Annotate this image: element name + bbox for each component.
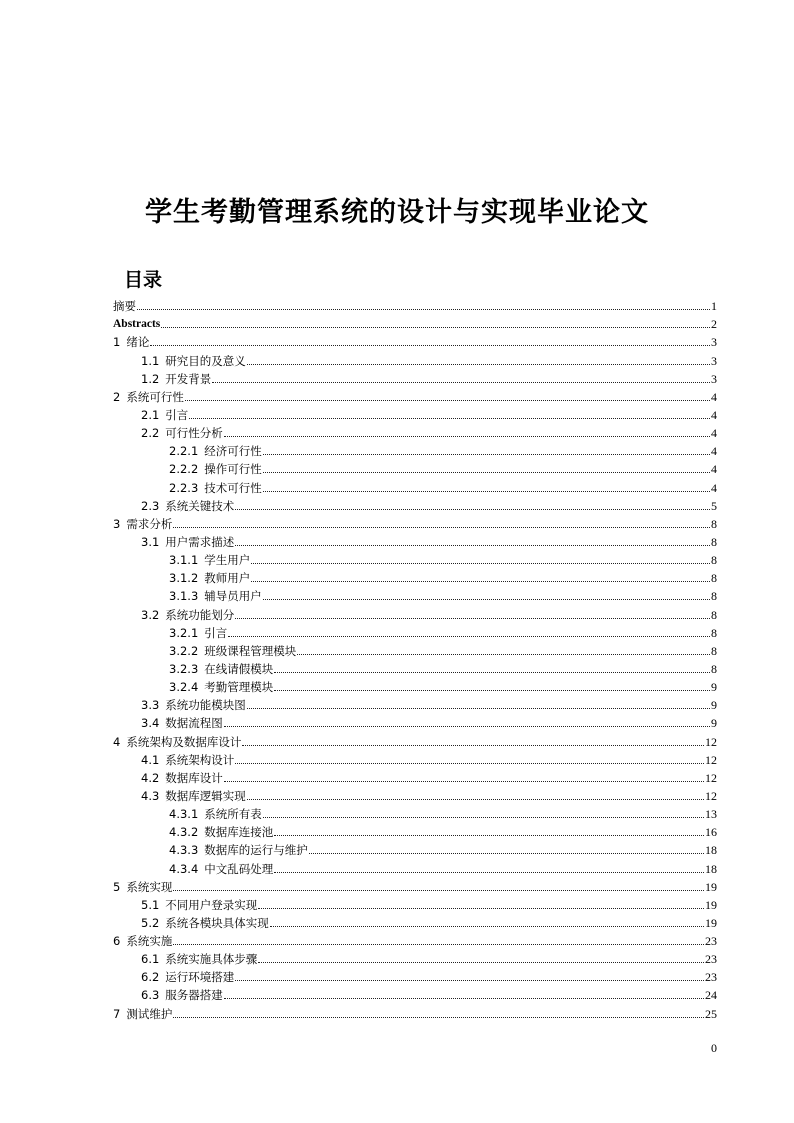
toc-entry-number: 4.3.3: [169, 843, 199, 858]
toc-entry-page: 8: [711, 607, 717, 622]
toc-entry-page: 4: [711, 462, 717, 477]
toc-entry-page: 8: [711, 625, 717, 640]
toc-entry[interactable]: [113, 948, 717, 966]
toc-dot-leader: [274, 690, 710, 691]
toc-entry[interactable]: [113, 476, 717, 494]
toc-entry-title: 系统实现: [126, 879, 173, 894]
toc-entry-number: 2.1: [141, 407, 160, 422]
toc-entry-number: 7: [113, 1006, 121, 1021]
toc-entry-page: 8: [711, 534, 717, 549]
toc-dot-leader: [150, 345, 710, 346]
toc-dot-leader: [235, 545, 710, 546]
toc-dot-leader: [235, 763, 704, 764]
toc-dot-leader: [297, 654, 710, 655]
toc-dot-leader: [309, 853, 704, 854]
toc-entry-page: 9: [711, 698, 717, 713]
toc-entry[interactable]: [113, 767, 717, 785]
toc-entry-number: 2.2.1: [169, 444, 199, 459]
toc-entry[interactable]: [113, 785, 717, 803]
toc-entry-title: 用户需求描述: [165, 534, 235, 549]
toc-dot-leader: [258, 908, 704, 909]
toc-entry-title: 班级课程管理模块: [204, 643, 297, 658]
toc-entry-page: 4: [711, 480, 717, 495]
toc-entry-page: 8: [711, 589, 717, 604]
toc-entry-title: 中文乱码处理: [204, 861, 274, 876]
toc-entry-page: 12: [705, 770, 717, 785]
toc-entry-title: 测试维护: [126, 1006, 173, 1021]
toc-entry[interactable]: [113, 984, 717, 1002]
toc-entry-title: 数据库连接池: [204, 825, 274, 840]
toc-heading: 目录: [124, 269, 163, 291]
toc-entry[interactable]: [113, 603, 717, 621]
toc-entry-number: 2.3: [141, 498, 160, 513]
toc-dot-leader: [235, 509, 710, 510]
toc-dot-leader: [228, 636, 710, 637]
toc-entry-number: 3.1.2: [169, 571, 199, 586]
toc-entry[interactable]: [113, 1002, 717, 1020]
toc-entry[interactable]: [113, 549, 717, 567]
toc-entry-number: 2.2.3: [169, 480, 199, 495]
toc-entry[interactable]: [113, 749, 717, 767]
toc-entry-title: 绪论: [126, 335, 150, 350]
toc-entry-title: 教师用户: [204, 571, 251, 586]
toc-entry-number: 6.3: [141, 988, 160, 1003]
toc-entry-page: 12: [705, 752, 717, 767]
toc-entry[interactable]: [113, 676, 717, 694]
toc-entry[interactable]: [113, 313, 717, 331]
toc-entry-page: 8: [711, 571, 717, 586]
toc-entry-title: 需求分析: [126, 516, 173, 531]
toc-entry-page: 3: [711, 371, 717, 386]
toc-entry-title: 学生用户: [204, 553, 251, 568]
toc-entry[interactable]: [113, 404, 717, 422]
toc-entry[interactable]: [113, 694, 717, 712]
toc-entry-title: 数据流程图: [165, 716, 223, 731]
toc-entry-page: 4: [711, 426, 717, 441]
toc-entry-number: 1.2: [141, 371, 160, 386]
toc-entry-page: 12: [705, 734, 717, 749]
toc-entry-title: 操作可行性: [204, 462, 262, 477]
toc-dot-leader: [251, 581, 710, 582]
toc-dot-leader: [274, 872, 704, 873]
toc-entry[interactable]: [113, 495, 717, 513]
toc-entry-number: 3.1: [141, 534, 160, 549]
toc-entry-page: 8: [711, 643, 717, 658]
toc-entry-page: 9: [711, 680, 717, 695]
toc-entry[interactable]: [113, 712, 717, 730]
toc-entry-number: 5.2: [141, 915, 160, 930]
toc-dot-leader: [242, 745, 704, 746]
toc-entry-title: 考勤管理模块: [204, 680, 274, 695]
toc-entry[interactable]: [113, 658, 717, 676]
toc-entry-title: 研究目的及意义: [165, 353, 246, 368]
toc-entry-number: 1.1: [141, 353, 160, 368]
toc-entry[interactable]: [113, 531, 717, 549]
toc-dot-leader: [173, 527, 710, 528]
toc-dot-leader: [247, 799, 704, 800]
toc-dot-leader: [274, 672, 710, 673]
toc-entry-title: 系统功能模块图: [165, 698, 246, 713]
toc-entry-number: 3.1.3: [169, 589, 199, 604]
toc-dot-leader: [224, 726, 710, 727]
toc-entry-page: 3: [711, 353, 717, 368]
toc-entry-title: 运行环境搭建: [165, 970, 235, 985]
toc-entry-title: Abstracts: [113, 318, 161, 331]
toc-entry-number: 4.3.2: [169, 825, 199, 840]
toc-entry[interactable]: [113, 513, 717, 531]
toc-entry-page: 4: [711, 444, 717, 459]
toc-entry-page: 18: [705, 843, 717, 858]
toc-dot-leader: [161, 327, 710, 328]
toc-dot-leader: [224, 998, 704, 999]
toc-entry[interactable]: [113, 622, 717, 640]
toc-entry-page: 23: [705, 970, 717, 985]
toc-entry-page: 4: [711, 389, 717, 404]
toc-entry-title: 系统架构及数据库设计: [126, 734, 242, 749]
toc-dot-leader: [270, 926, 704, 927]
toc-entry-number: 3.2.4: [169, 680, 199, 695]
toc-dot-leader: [263, 472, 710, 473]
toc-entry-title: 技术可行性: [204, 480, 262, 495]
toc-entry-page: 4: [711, 407, 717, 422]
toc-entry[interactable]: [113, 640, 717, 658]
toc-entry-page: 19: [705, 915, 717, 930]
toc-dot-leader: [235, 618, 710, 619]
toc-entry-number: 2.2.2: [169, 462, 199, 477]
toc-entry-number: 6: [113, 934, 121, 949]
toc-entry-page: 5: [711, 498, 717, 513]
toc-dot-leader: [274, 835, 704, 836]
toc-entry[interactable]: [113, 349, 717, 367]
toc-entry[interactable]: [113, 821, 717, 839]
toc-dot-leader: [263, 491, 710, 492]
toc-entry-page: 2: [711, 317, 717, 332]
toc-dot-leader: [263, 454, 710, 455]
toc-dot-leader: [185, 400, 710, 401]
toc-entry-title: 系统各模块具体实现: [165, 915, 269, 930]
toc-entry-page: 23: [705, 934, 717, 949]
toc-entry[interactable]: [113, 368, 717, 386]
toc-entry-page: 3: [711, 335, 717, 350]
toc-entry-number: 4.3.1: [169, 807, 199, 822]
toc-entry-number: 5.1: [141, 897, 160, 912]
toc-entry[interactable]: [113, 585, 717, 603]
table-of-contents: [113, 295, 717, 1021]
toc-entry-page: 18: [705, 861, 717, 876]
toc-entry-number: 3.2: [141, 607, 160, 622]
toc-entry[interactable]: [113, 730, 717, 748]
toc-entry[interactable]: [113, 839, 717, 857]
toc-entry-title: 系统所有表: [204, 807, 262, 822]
toc-dot-leader: [258, 962, 704, 963]
toc-entry-title: 开发背景: [165, 371, 212, 386]
toc-entry-number: 3.2.2: [169, 643, 199, 658]
toc-entry-number: 4: [113, 734, 121, 749]
toc-entry-page: 9: [711, 716, 717, 731]
toc-entry-title: 辅导员用户: [204, 589, 262, 604]
toc-entry-page: 25: [705, 1006, 717, 1021]
toc-entry[interactable]: [113, 876, 717, 894]
toc-entry-page: 8: [711, 516, 717, 531]
toc-dot-leader: [224, 436, 710, 437]
toc-entry[interactable]: [113, 422, 717, 440]
toc-entry-title: 系统关键技术: [165, 498, 235, 513]
toc-entry[interactable]: [113, 440, 717, 458]
toc-entry-number: 4.1: [141, 752, 160, 767]
toc-entry-number: 2: [113, 389, 121, 404]
toc-entry-title: 引言: [204, 625, 228, 640]
toc-entry-number: 3: [113, 516, 121, 531]
toc-entry-number: 3.4: [141, 716, 160, 731]
toc-entry-title: 经济可行性: [204, 444, 262, 459]
toc-entry-number: 4.2: [141, 770, 160, 785]
toc-entry[interactable]: [113, 857, 717, 875]
toc-dot-leader: [173, 890, 704, 891]
toc-entry-page: 19: [705, 879, 717, 894]
toc-entry-number: 3.1.1: [169, 553, 199, 568]
toc-entry-title: 系统架构设计: [165, 752, 235, 767]
toc-entry-title: 在线请假模块: [204, 661, 274, 676]
toc-entry[interactable]: [113, 912, 717, 930]
toc-entry-number: 3.2.3: [169, 661, 199, 676]
toc-entry[interactable]: [113, 966, 717, 984]
toc-entry-page: 1: [711, 299, 717, 314]
toc-entry-title: 数据库的运行与维护: [204, 843, 308, 858]
toc-entry[interactable]: [113, 930, 717, 948]
toc-entry-page: 23: [705, 952, 717, 967]
toc-entry-title: 摘要: [113, 299, 136, 314]
toc-entry-number: 4.3.4: [169, 861, 199, 876]
toc-entry[interactable]: [113, 894, 717, 912]
toc-dot-leader: [263, 817, 704, 818]
toc-dot-leader: [173, 944, 704, 945]
toc-entry-number: 5: [113, 879, 121, 894]
toc-entry-title: 不同用户登录实现: [165, 897, 258, 912]
document-title: 学生考勤管理系统的设计与实现毕业论文: [145, 197, 649, 228]
toc-dot-leader: [247, 364, 710, 365]
toc-entry-page: 12: [705, 788, 717, 803]
toc-entry-number: 2.2: [141, 426, 160, 441]
toc-entry-title: 系统实施: [126, 934, 173, 949]
toc-entry-number: 3.3: [141, 698, 160, 713]
toc-entry-title: 数据库设计: [165, 770, 223, 785]
toc-entry-page: 24: [705, 988, 717, 1003]
toc-entry[interactable]: [113, 295, 717, 313]
toc-entry-page: 8: [711, 661, 717, 676]
toc-entry-title: 服务器搭建: [165, 988, 223, 1003]
toc-dot-leader: [173, 1017, 704, 1018]
page-number: 0: [711, 1041, 717, 1055]
toc-dot-leader: [212, 382, 710, 383]
toc-entry-title: 系统实施具体步骤: [165, 952, 258, 967]
toc-dot-leader: [137, 309, 710, 310]
toc-dot-leader: [247, 708, 710, 709]
toc-entry[interactable]: [113, 567, 717, 585]
toc-entry-number: 6.1: [141, 952, 160, 967]
toc-entry[interactable]: [113, 803, 717, 821]
toc-entry-page: 8: [711, 553, 717, 568]
toc-dot-leader: [251, 563, 710, 564]
toc-entry-title: 数据库逻辑实现: [165, 788, 246, 803]
toc-entry-number: 6.2: [141, 970, 160, 985]
toc-entry[interactable]: [113, 386, 717, 404]
toc-entry-page: 13: [705, 807, 717, 822]
toc-entry-page: 16: [705, 825, 717, 840]
toc-entry-title: 可行性分析: [165, 426, 223, 441]
toc-entry-title: 系统功能划分: [165, 607, 235, 622]
toc-entry-title: 系统可行性: [126, 389, 184, 404]
toc-dot-leader: [189, 418, 710, 419]
toc-entry-page: 19: [705, 897, 717, 912]
toc-dot-leader: [224, 781, 704, 782]
toc-entry-number: 4.3: [141, 788, 160, 803]
toc-entry-title: 引言: [165, 407, 189, 422]
toc-dot-leader: [235, 980, 704, 981]
toc-dot-leader: [263, 599, 710, 600]
toc-entry[interactable]: [113, 331, 717, 349]
toc-entry-number: 3.2.1: [169, 625, 199, 640]
toc-entry-number: 1: [113, 335, 121, 350]
toc-entry[interactable]: [113, 458, 717, 476]
